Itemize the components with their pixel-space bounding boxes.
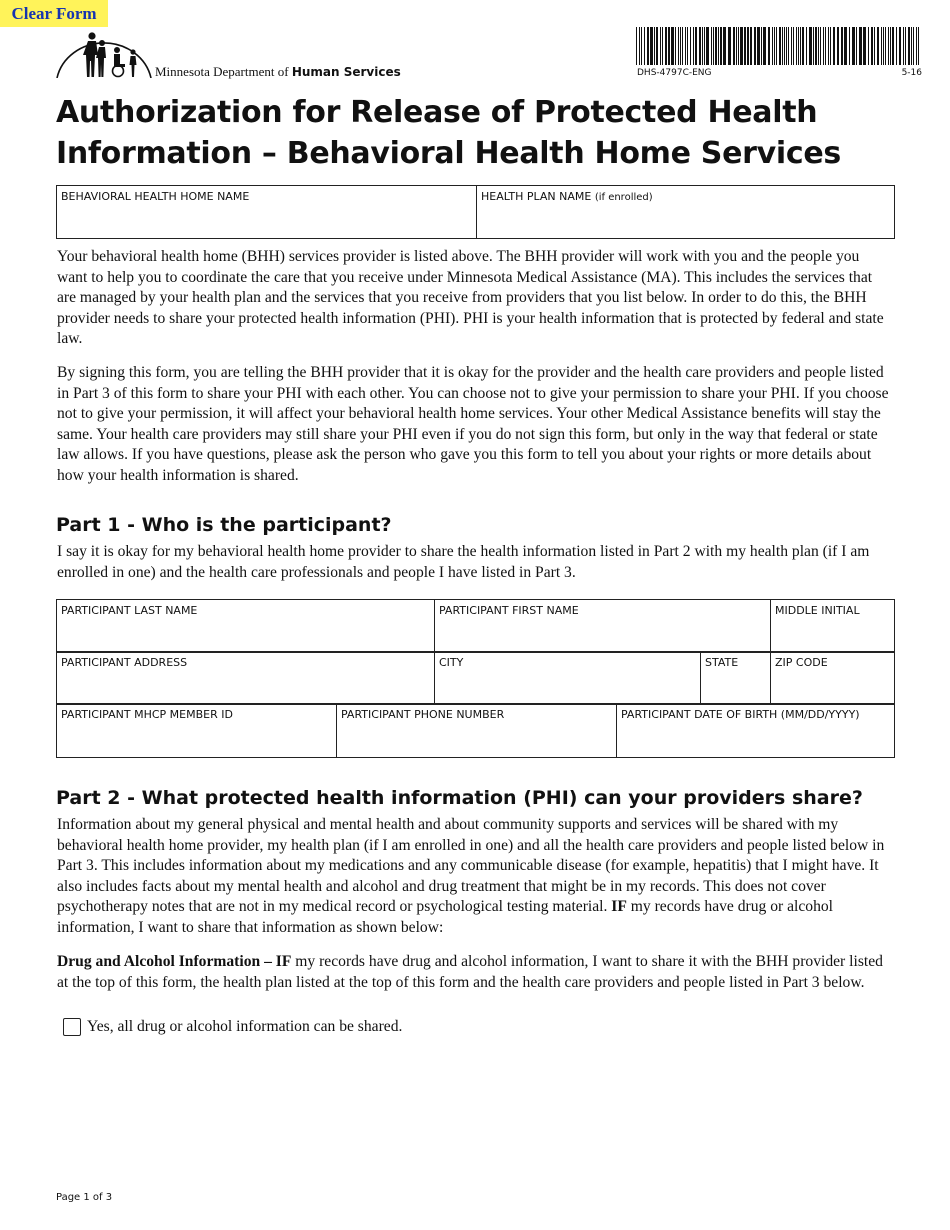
city-label: CITY bbox=[439, 656, 464, 669]
zip-code-label: ZIP CODE bbox=[775, 656, 828, 669]
part2-text-if: IF bbox=[611, 898, 627, 915]
bhh-name-field[interactable] bbox=[57, 186, 477, 239]
provider-fields bbox=[56, 185, 895, 239]
title-line-1: Authorization for Release of Protected Health bbox=[56, 95, 818, 130]
agency-prefix: Minnesota Department of bbox=[155, 64, 289, 79]
part1-text: I say it is okay for my behavioral health home provider to share the health information listed in Part 2 with my health plan (if I am enrolled in one) and the health care professionals and people I have listed in Part 3. bbox=[57, 543, 870, 581]
city-field[interactable] bbox=[435, 652, 701, 705]
last-name-label: PARTICIPANT LAST NAME bbox=[61, 604, 198, 617]
first-name-label: PARTICIPANT FIRST NAME bbox=[439, 604, 579, 617]
phone-number-field[interactable] bbox=[337, 704, 617, 758]
participant-first-name-field[interactable] bbox=[435, 600, 771, 653]
drug-alcohol-paragraph bbox=[57, 952, 892, 993]
part2-text-a: Information about my general physical and mental health and about community supports and services will be shared with my behavioral health home provider, my health plan (if I am enrolled in one) and all the health care providers and people listed below in Part 3. This includes information about my medications and any communicable disease (for example, hepatitis) that I might have. It also includes facts about my mental health and alcohol and drug treatment that might be in my records. This does not cover psychotherapy notes that are not in my medical record or psychological testing material. bbox=[57, 816, 885, 915]
date-of-birth-field[interactable] bbox=[617, 704, 895, 758]
participant-address-row bbox=[56, 651, 895, 705]
member-id-label: PARTICIPANT MHCP MEMBER ID bbox=[61, 708, 233, 721]
part1-heading: Part 1 - Who is the participant? bbox=[56, 514, 392, 536]
middle-initial-field[interactable] bbox=[771, 600, 895, 653]
title-line-2: Information – Behavioral Health Home Services bbox=[56, 136, 841, 171]
part2-heading: Part 2 - What protected health information (PHI) can your providers share? bbox=[56, 787, 863, 809]
drug-alcohol-text: my records have drug and alcohol information, I want to share it with the BHH provider listed at the top of this form, the health plan listed at the top of this form and the health care providers and people listed in Part 3 below. bbox=[57, 953, 883, 991]
share-drug-alcohol-label: Yes, all drug or alcohol information can be shared. bbox=[87, 1018, 403, 1035]
middle-initial-label: MIDDLE INITIAL bbox=[775, 604, 860, 617]
participant-id-row bbox=[56, 703, 895, 758]
address-label: PARTICIPANT ADDRESS bbox=[61, 656, 188, 669]
page-number: Page 1 of 3 bbox=[56, 1192, 113, 1203]
share-drug-alcohol-checkbox[interactable] bbox=[63, 1018, 81, 1036]
part2-text-b: my records have drug or alcohol information, I want to share that information as shown below: bbox=[57, 898, 833, 936]
agency-name bbox=[155, 64, 401, 80]
zip-code-field[interactable] bbox=[771, 652, 895, 705]
form-id: DHS-4797C-ENG bbox=[637, 68, 712, 78]
family-silhouette-icon bbox=[55, 28, 155, 78]
page-title bbox=[56, 92, 906, 174]
participant-name-row bbox=[56, 599, 895, 653]
participant-address-field[interactable] bbox=[57, 652, 435, 705]
health-plan-label: HEALTH PLAN NAME bbox=[481, 190, 592, 203]
barcode-icon bbox=[636, 27, 922, 65]
phone-number-label: PARTICIPANT PHONE NUMBER bbox=[341, 708, 505, 721]
part2-text bbox=[57, 815, 892, 938]
health-plan-note: (if enrolled) bbox=[594, 192, 653, 203]
intro-paragraph-2: By signing this form, you are telling the BHH provider that it is okay for the provider and the health care providers and people listed in Part 3 of this form to share your PHI with each other. You can choose not to give your permission to share your PHI. If you choose not to give your permission, it will affect your behavioral health home services. Your other Medical Assistance benefits will stay the same. Your health care providers may still share your PHI even if you do not sign this form, but only in the way that federal or state law allows. If you have questions, please ask the person who gave you this form to tell you about your rights or more details about how your health information is shared. bbox=[57, 364, 889, 484]
state-field[interactable] bbox=[701, 652, 771, 705]
member-id-field[interactable] bbox=[57, 704, 337, 758]
form-date: 5-16 bbox=[901, 68, 922, 78]
intro-paragraph-1: Your behavioral health home (BHH) services provider is listed above. The BHH provider will work with you and the people you want to help you to coordinate the care that you receive under Minnesota Medical Assistance (MA). This includes the services that are managed by your health plan and the services that you receive from providers that you list below. In order to do this, the BHH provider needs to share your protected health information (PHI). PHI is your health information that is protected by federal and state law. bbox=[57, 248, 884, 347]
state-label: STATE bbox=[705, 656, 739, 669]
drug-alcohol-heading: Drug and Alcohol Information – IF bbox=[57, 953, 292, 970]
participant-last-name-field[interactable] bbox=[57, 600, 435, 653]
bhh-name-label: BEHAVIORAL HEALTH HOME NAME bbox=[61, 190, 250, 203]
share-drug-alcohol-option[interactable] bbox=[63, 1018, 402, 1036]
health-plan-field[interactable] bbox=[477, 186, 895, 239]
agency-department: Human Services bbox=[291, 65, 401, 79]
date-of-birth-label: PARTICIPANT DATE OF BIRTH (MM/DD/YYYY) bbox=[621, 708, 860, 721]
clear-form-button[interactable]: Clear Form bbox=[0, 0, 108, 27]
